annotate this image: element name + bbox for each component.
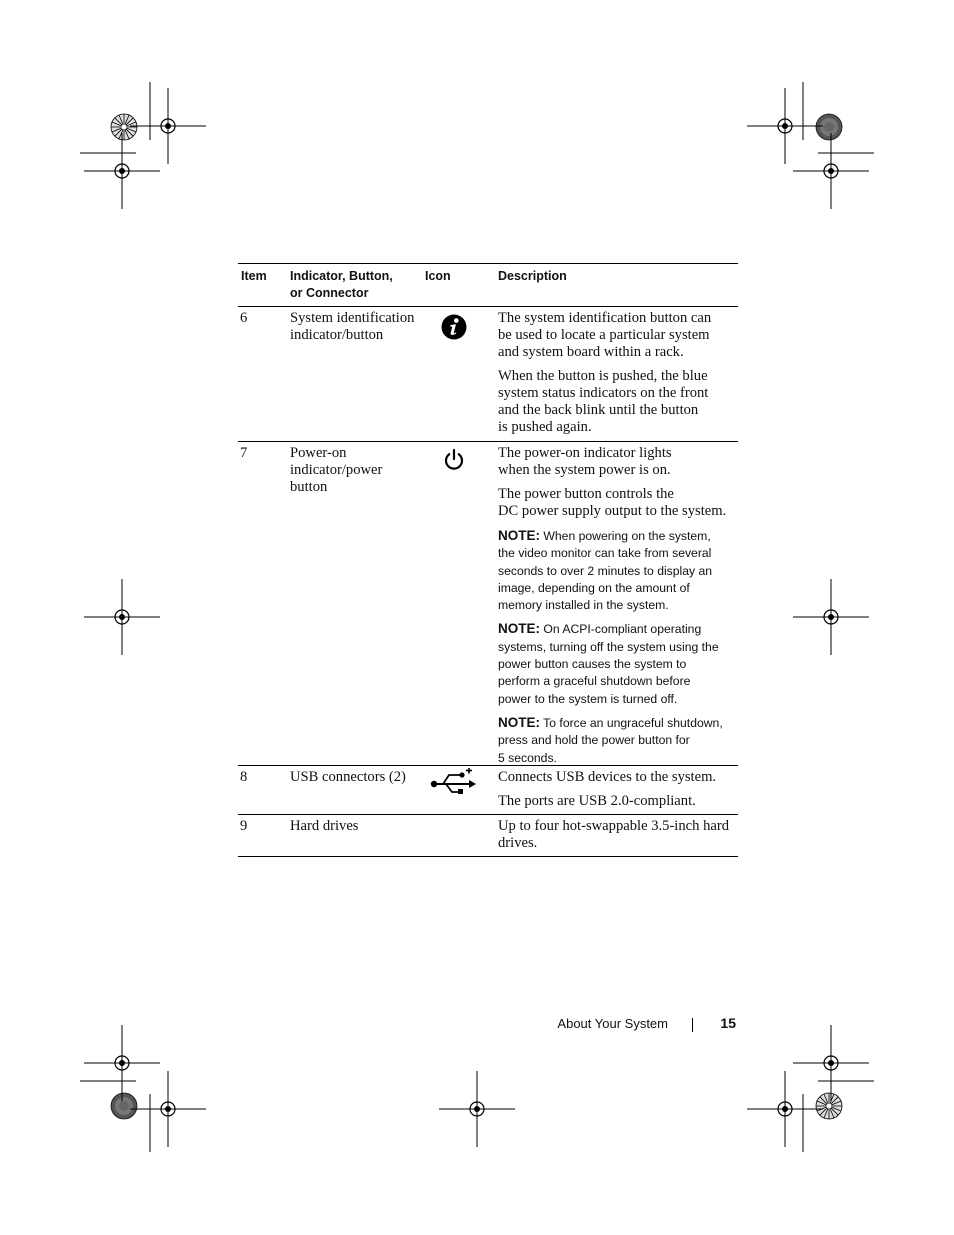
- indicator-table: [238, 263, 738, 857]
- indicator-name: USB connectors (2): [290, 769, 406, 785]
- indicator-name: Power-on indicator/power button: [290, 445, 383, 495]
- table-row: [238, 766, 738, 815]
- description: [498, 310, 738, 443]
- item-number: 6: [240, 310, 248, 326]
- desc-paragraph: The ports are USB 2.0-compliant.: [498, 793, 696, 809]
- footer-section-title: About Your System: [557, 1016, 668, 1031]
- table-row: [238, 442, 738, 766]
- item-number: 8: [240, 769, 248, 785]
- desc-paragraph: Connects USB devices to the system.: [498, 769, 717, 785]
- header-item: Item: [241, 269, 267, 283]
- info-icon: [430, 309, 476, 339]
- desc-paragraph: The power-on indicator lights when the system power is on.: [498, 445, 672, 478]
- desc-paragraph: The power button controls the DC power supply output to the system.: [498, 486, 727, 519]
- desc-paragraph: Up to four hot-swappable 3.5-inch hard drives.: [498, 818, 730, 851]
- indicator-name: Hard drives: [290, 818, 359, 834]
- note-label: NOTE:: [498, 621, 540, 637]
- header-icon: Icon: [425, 269, 451, 283]
- note: NOTE: When powering on the system, the video monitor can take from several seconds to over 2 minutes to display an image, depending on the amount of memory installed in the system.: [498, 528, 713, 613]
- indicator-name: System identification indicator/button: [290, 310, 415, 343]
- footer-separator: [692, 1018, 693, 1032]
- desc-paragraph: When the button is pushed, the blue system status indicators on the front and the back blink until the button is pushed again.: [498, 368, 709, 435]
- description: [498, 769, 738, 817]
- desc-paragraph: The system identification button can be used to locate a particular system and system board within a rack.: [498, 310, 712, 360]
- header-indicator: Indicator, Button, or Connector: [290, 269, 393, 300]
- description: [498, 445, 738, 773]
- usb-icon: [430, 768, 476, 798]
- table-row: [238, 815, 738, 857]
- item-number: 9: [240, 818, 248, 834]
- page-footer: [500, 1014, 740, 1034]
- note: NOTE: On ACPI-compliant operating systems, turning off the system using the power button causes the system to perform a graceful shutdown before power to the system is turned off.: [498, 621, 719, 706]
- note: NOTE: To force an ungraceful shutdown, press and hold the power button for 5 seconds.: [498, 714, 723, 765]
- power-icon: [430, 444, 476, 474]
- note-label: NOTE:: [498, 528, 540, 543]
- item-number: 7: [240, 445, 248, 461]
- table-header: [238, 263, 738, 307]
- table-row: [238, 307, 738, 442]
- note-label: NOTE:: [498, 714, 540, 730]
- page-number: 15: [720, 1015, 736, 1031]
- description: [498, 818, 738, 859]
- header-description: Description: [498, 269, 567, 283]
